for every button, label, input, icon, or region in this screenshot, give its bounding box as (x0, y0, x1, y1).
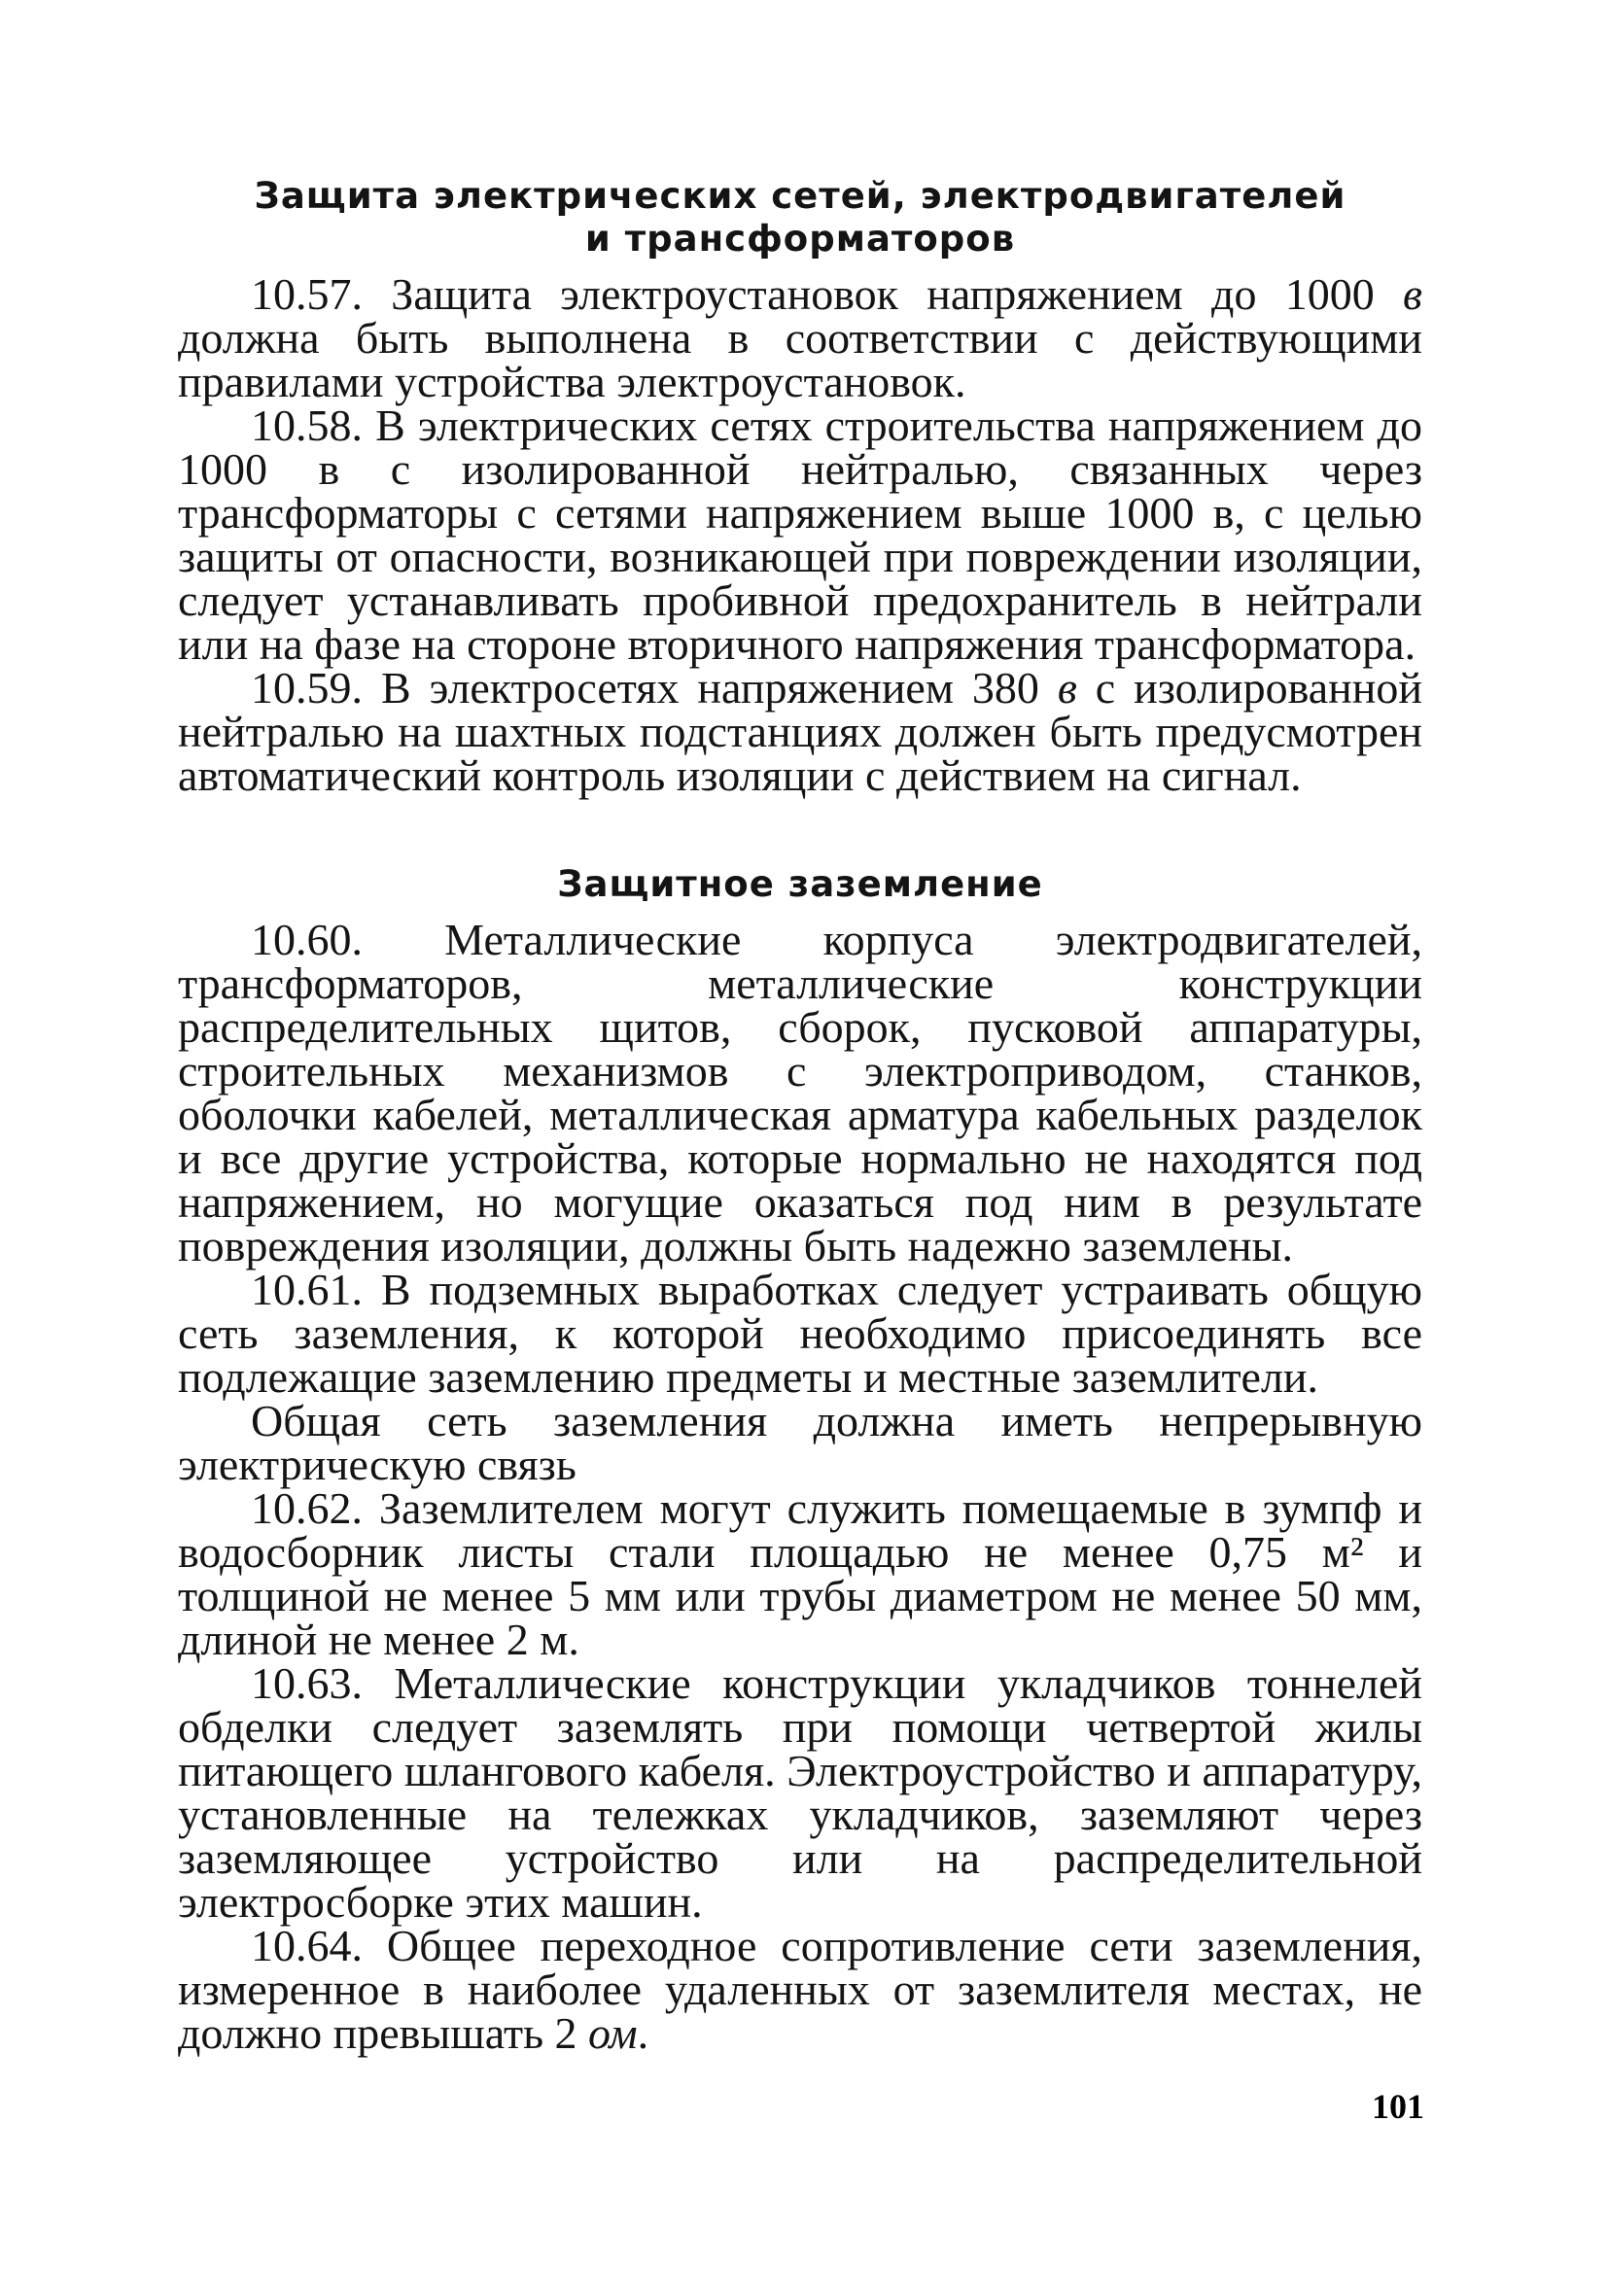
heading-line: Защита электрических сетей, электродвигателей (254, 175, 1346, 217)
unit-label: в (1057, 663, 1077, 713)
paragraph-10-59: 10.59. В электросетях напряжением 380 в с изолированной нейтралью на шахтных подстанциях должен быть предусмотрен автоматический контроль изоляции с действием на сигнал. (178, 663, 1422, 800)
unit-label: ом (588, 2008, 638, 2058)
section-heading (178, 175, 1422, 261)
section-heading (178, 863, 1422, 906)
document-page (178, 165, 1422, 2058)
paragraph-10-62: 10.62. Заземлителем могут служить помещаемые в зумпф и водосборник листы стали площадью не менее 0,75 м² и толщиной не менее 5 мм или трубы диаметром не менее 50 мм, длиной не менее 2 м. (178, 1483, 1422, 1664)
paragraph-general-grounding: Общая сеть заземления должна иметь непрерывную электрическую связь (178, 1396, 1422, 1489)
paragraph-10-64: 10.64. Общее переходное сопротивление сети заземления, измеренное в наиболее удаленных от заземлителя местах, не должно превышать 2 ом. (178, 1921, 1422, 2058)
paragraph-10-60: 10.60. Металлические корпуса электродвигателей, трансформаторов, металлические конструкции распределительных щитов, сборок, пусковой аппаратуры, строительных механизмов с электроприводом, станков, оболочки кабелей, металлическая арматура кабельных разделок и все другие устройства, которые нормально не находятся под напряжением, но могущие оказаться под ним в результате повреждения изоляции, должны быть надежно заземлены. (178, 915, 1422, 1270)
unit-label: в (1403, 269, 1422, 319)
page-number: 101 (1372, 2087, 1424, 2126)
paragraph-10-63: 10.63. Металлические конструкции укладчиков тоннелей обделки следует заземлять при помощи четвертой жилы питающего шлангового кабеля. Электроустройство и аппаратуру, установленные на тележках укладчиков, заземляют через заземляющее устройство или на распределительной электросборке этих машин. (178, 1658, 1422, 1927)
paragraph-10-58: 10.58. В электрических сетях строительства напряжением до 1000 в с изолированной нейтралью, связанных через трансформаторы с сетями напряжением выше 1000 в, с целью защиты от опасности, возникающей при повреждении изоляции, следует устанавливать пробивной предохранитель в нейтрали или на фазе на стороне вторичного напряжения трансформатора. (178, 400, 1422, 669)
paragraph-10-57: 10.57. Защита электроустановок напряжением до 1000 в должна быть выполнена в соответствии с действующими правилами устройства электроустановок. (178, 269, 1422, 406)
heading-line: Защитное заземление (557, 863, 1043, 905)
heading-line: и трансформаторов (584, 218, 1016, 260)
paragraph-10-61: 10.61. В подземных выработках следует устраивать общую сеть заземления, к которой необходимо присоединять все подлежащие заземлению предметы и местные заземлители. (178, 1265, 1422, 1402)
